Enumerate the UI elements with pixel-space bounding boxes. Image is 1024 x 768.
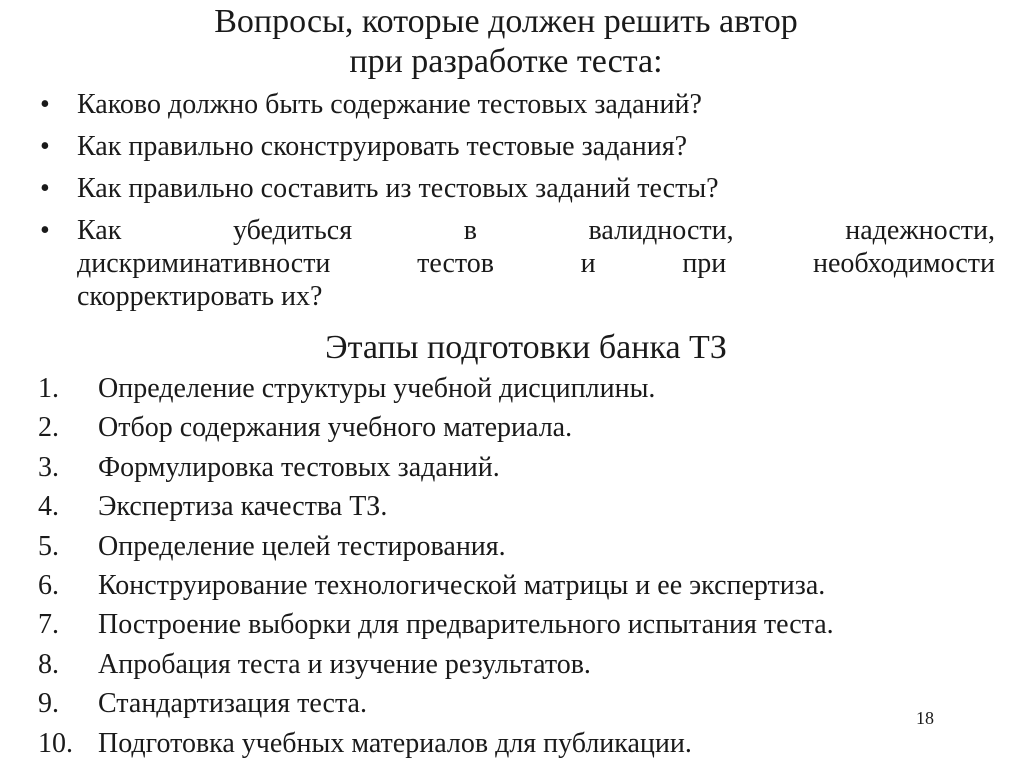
step-item: [38, 489, 998, 528]
question-item: [40, 214, 995, 313]
step-number: 1.: [38, 373, 59, 404]
step-number: 5.: [38, 530, 59, 562]
title-line-2: при разработке теста:: [349, 43, 663, 80]
step-item: [38, 607, 998, 646]
step-text: Определение структуры учебной дисциплины.: [98, 373, 656, 404]
step-item: [38, 647, 998, 686]
step-item: [38, 371, 998, 410]
slide-title: [0, 2, 1012, 82]
bullet-icon: •: [40, 215, 50, 246]
questions-list: [40, 88, 995, 322]
step-item: [38, 410, 998, 449]
step-number: 6.: [38, 569, 59, 601]
step-text: Экспертиза качества ТЗ.: [98, 491, 388, 523]
bullet-icon: •: [40, 131, 50, 162]
step-text: Конструирование технологической матрицы и ее экспертиза.: [98, 569, 826, 601]
question-text: Как правильно составить из тестовых заданий тесты?: [77, 173, 719, 204]
question-text: [77, 214, 995, 313]
question-text: Каково должно быть содержание тестовых заданий?: [77, 89, 702, 120]
step-item: [38, 686, 998, 725]
step-text: Формулировка тестовых заданий.: [98, 451, 500, 483]
step-text: Определение целей тестирования.: [98, 530, 506, 562]
question-text-line-2: дискриминативности тестов и при необходимости: [77, 248, 995, 279]
step-number: 10.: [38, 727, 73, 759]
step-text: Стандартизация теста.: [98, 688, 367, 720]
step-number: 8.: [38, 648, 59, 680]
section-subtitle: Этапы подготовки банка ТЗ: [325, 329, 727, 366]
step-item: [38, 529, 998, 568]
question-text-line-1: Как убедиться в валидности, надежности,: [77, 215, 995, 246]
question-item: [40, 130, 995, 163]
bullet-icon: •: [40, 89, 50, 120]
step-item: [38, 450, 998, 489]
question-text-line-3: скорректировать их?: [77, 281, 323, 312]
step-text: Подготовка учебных материалов для публикации.: [98, 727, 692, 759]
step-number: 7.: [38, 609, 59, 641]
step-number: 2.: [38, 412, 59, 444]
step-item: [38, 726, 998, 765]
steps-list: [38, 371, 998, 765]
title-line-1: Вопросы, которые должен решить автор: [214, 3, 798, 40]
question-item: [40, 88, 995, 121]
step-text: Апробация теста и изучение результатов.: [98, 648, 591, 680]
question-text: Как правильно сконструировать тестовые задания?: [77, 131, 688, 162]
question-item: [40, 172, 995, 205]
step-number: 4.: [38, 491, 59, 523]
step-text: Отбор содержания учебного материала.: [98, 412, 573, 444]
step-number: 3.: [38, 451, 59, 483]
step-number: 9.: [38, 688, 59, 720]
step-item: [38, 568, 998, 607]
step-text: Построение выборки для предварительного испытания теста.: [98, 609, 834, 641]
bullet-icon: •: [40, 173, 50, 204]
page-number: 18: [916, 708, 934, 728]
